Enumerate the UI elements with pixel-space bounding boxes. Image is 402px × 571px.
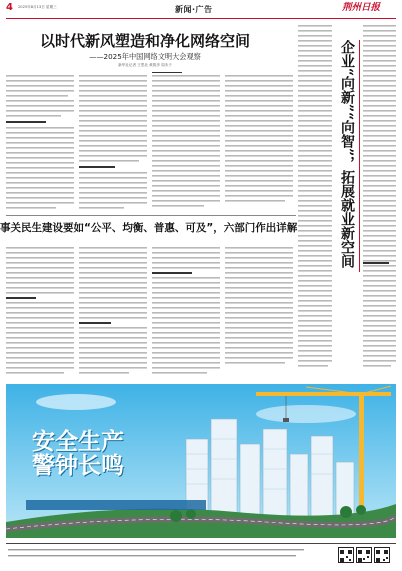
publisher-info (8, 546, 304, 563)
issue-date: 2025年8月13日 星期三 (18, 5, 57, 9)
section-title: 新闻·广告 (175, 5, 213, 14)
article3-vertical-headline: 企业“向新”“向智”，拓展就业新空间 (339, 40, 355, 269)
qr-code-icon (338, 547, 354, 563)
far-right-column-body (362, 22, 398, 384)
qr-code-icon (356, 547, 372, 563)
banner-title-line2: 警钟长鸣 (32, 453, 124, 480)
banner-title (32, 430, 182, 478)
article2-body (6, 244, 296, 384)
article1-body (6, 72, 296, 212)
footer-divider (6, 543, 396, 544)
article1-subtitle: ——2025年中国网络文明大会观察 (89, 52, 201, 61)
header-divider (6, 18, 396, 19)
publisher-info-lines (8, 546, 304, 563)
slogan-strip (26, 500, 206, 510)
article2-headline: 事关民生建设要如“公平、均衡、普惠、可及”，六部门作出详解 (0, 222, 298, 234)
banner-title-line1: 安全生产 (32, 429, 124, 455)
article1-divider (6, 215, 296, 216)
article1-byline: 新华社记者 王思北 黄筱彦 周未子 (118, 63, 172, 67)
article1-headline: 以时代新风塑造和净化网络空间 (39, 32, 250, 50)
page-number: 4 (6, 2, 13, 13)
right-column-body (296, 22, 336, 384)
vertical-headline-rule (359, 40, 360, 272)
paper-logo: 荆州日报 (342, 2, 381, 13)
qr-code-icon (374, 547, 390, 563)
